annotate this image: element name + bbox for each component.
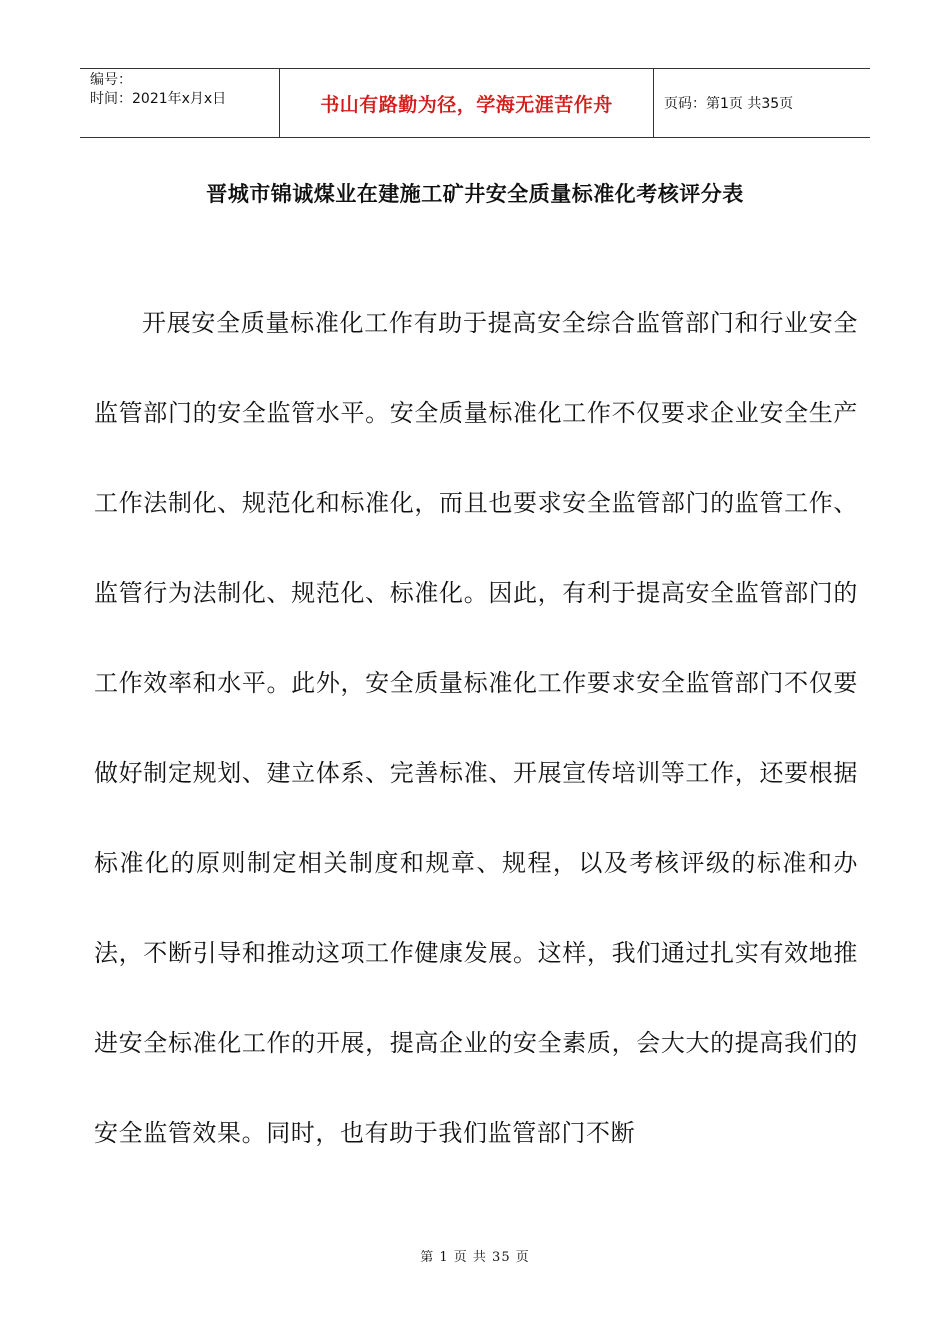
date-line: 时间：2021年x月x日 — [90, 91, 227, 107]
footer-page-number: 第 1 页 共 35 页 — [420, 1250, 530, 1265]
body-paragraph: 开展安全质量标准化工作有助于提高安全综合监管部门和行业安全监管部门的安全监管水平。安全质量标准化工作不仅要求企业安全生产工作法制化、规范化和标准化，而且也要求安全监管部门的监管工作、监管行为法制化、规范化、标准化。因此，有利于提高安全监管部门的工作效率和水平。此外，安全质量标准化工作要求安全监管部门不仅要做好制定规划、建立体系、完善标准、开展宣传培训等工作，还要根据标准化的原则制定相关制度和规章、规程，以及考核评级的标准和办法，不断引导和推动这项工作健康发展。这样，我们通过扎实有效地推进安全标准化工作的开展，提高企业的安全素质，会大大的提高我们的安全监管效果。同时，也有助于我们监管部门不断 — [94, 309, 858, 1147]
document-title: 晋城市锦诚煤业在建施工矿井安全质量标准化考核评分表 — [206, 182, 744, 206]
header-page-cell — [654, 69, 870, 137]
motto-text: 书山有路勤为径，学海无涯苦作舟 — [320, 93, 613, 116]
document-header-table — [80, 68, 870, 138]
header-meta-cell — [80, 69, 280, 137]
page-indicator: 页码：第1页 共35页 — [664, 96, 794, 112]
header-motto-cell — [280, 69, 654, 137]
doc-number-label: 编号： — [90, 72, 132, 88]
